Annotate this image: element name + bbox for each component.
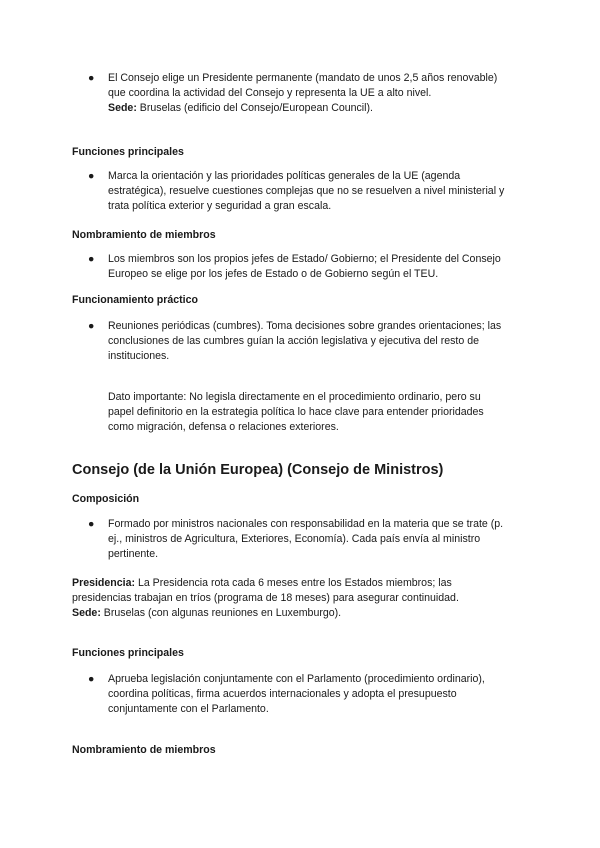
sede-text: Bruselas (edificio del Consejo/European Council). (136, 102, 373, 114)
bullet-icon: ● (88, 253, 95, 265)
bullet-icon: ● (88, 518, 95, 530)
heading-funciones-principales: Funciones principales (72, 647, 184, 659)
bullet-icon: ● (88, 673, 95, 685)
dato-importante (108, 390, 538, 435)
presidencia-text: La Presidencia rota cada 6 meses entre los Estados miembros; las (135, 577, 452, 589)
section-title: Consejo (de la Unión Europea) (Consejo de Ministros) (72, 462, 444, 478)
sede-line (108, 101, 530, 116)
list-item (90, 517, 530, 562)
heading-funciones-principales: Funciones principales (72, 146, 184, 158)
text-line: estratégica), resuelve cuestiones complejas que no se resuelven a nivel ministerial y (108, 185, 505, 197)
text-line: Los miembros son los propios jefes de Estado/ Gobierno; el Presidente del Consejo (108, 253, 501, 265)
text-line: pertinente. (108, 548, 159, 560)
text-line: trata política exterior y seguridad a gran escala. (108, 200, 332, 212)
bullet-icon: ● (88, 72, 95, 84)
text-line: Reuniones periódicas (cumbres). Toma decisiones sobre grandes orientaciones; las (108, 320, 502, 332)
text-line: como migración, defensa o relaciones exteriores. (108, 421, 339, 433)
text-line: papel definitorio en la estrategia política lo hace clave para entender prioridades (108, 406, 484, 418)
sede-label: Sede: (108, 102, 137, 114)
text-line: ej., ministros de Agricultura, Exteriores, Economía). Cada país envía al ministro (108, 533, 481, 545)
sede-label: Sede: (72, 607, 101, 619)
heading-funcionamiento: Funcionamiento práctico (72, 294, 198, 306)
list-item (90, 71, 530, 116)
presidencia-paragraph (72, 576, 542, 621)
heading-nombramiento: Nombramiento de miembros (72, 744, 216, 756)
text-line: conjuntamente con el Parlamento. (108, 703, 269, 715)
text-line: Formado por ministros nacionales con responsabilidad en la materia que se trate (p. (108, 518, 504, 530)
text-line: coordina políticas, firma acuerdos internacionales y adopta el presupuesto (108, 688, 457, 700)
bullet-icon: ● (88, 320, 95, 332)
presidencia-label: Presidencia: (72, 577, 136, 589)
text-line: que coordina la actividad del Consejo y representa la UE a alto nivel. (108, 87, 432, 99)
bullet-icon: ● (88, 170, 95, 182)
text-line: Marca la orientación y las prioridades políticas generales de la UE (agenda (108, 170, 461, 182)
list-item (90, 672, 530, 717)
text-line: Europeo se elige por los jefes de Estado o de Gobierno según el TEU. (108, 268, 439, 280)
text-line: Dato importante: No legisla directamente en el procedimiento ordinario, pero su (108, 391, 481, 403)
list-item (90, 319, 530, 364)
text-line: instituciones. (108, 350, 170, 362)
text-line: presidencias trabajan en tríos (programa de 18 meses) para asegurar continuidad. (72, 592, 459, 604)
text-line: El Consejo elige un Presidente permanente (mandato de unos 2,5 años renovable) (108, 72, 498, 84)
sede-text: Bruselas (con algunas reuniones en Luxemburgo). (100, 607, 342, 619)
heading-composicion: Composición (72, 493, 140, 505)
text-line: Aprueba legislación conjuntamente con el Parlamento (procedimiento ordinario), (108, 673, 485, 685)
list-item (90, 169, 530, 214)
sede-line (72, 606, 542, 621)
heading-nombramiento: Nombramiento de miembros (72, 229, 216, 241)
text-line: conclusiones de las cumbres guían la acción legislativa y ejecutiva del resto de (108, 335, 479, 347)
list-item (90, 252, 530, 282)
presidencia-line (72, 576, 542, 591)
